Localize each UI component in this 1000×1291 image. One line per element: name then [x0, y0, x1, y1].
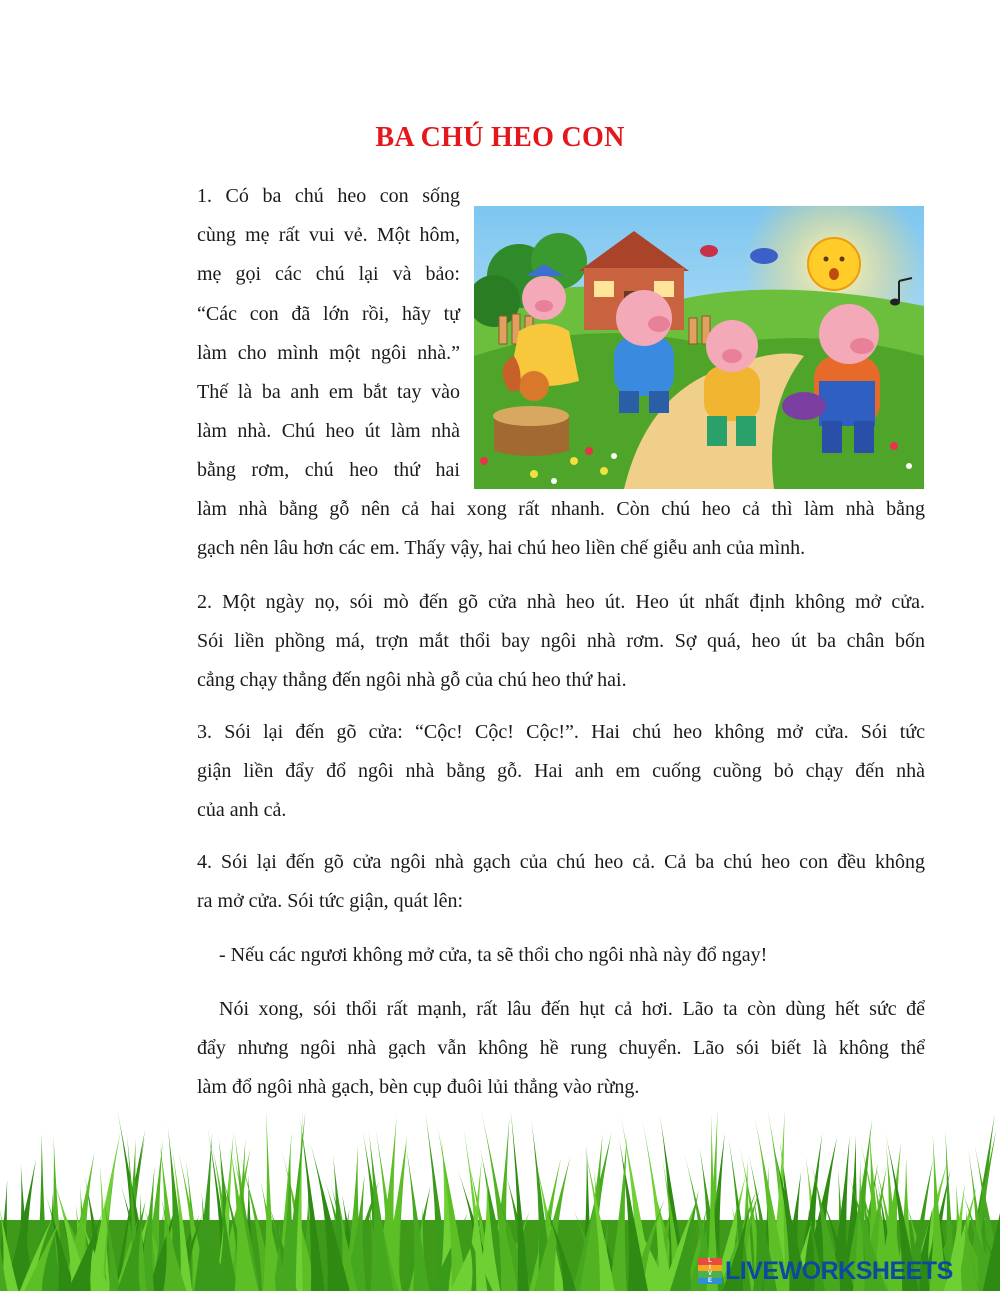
logo-badge-letter: I — [698, 1265, 722, 1272]
logo-badge-letter: E — [698, 1278, 722, 1285]
logo-badge-icon — [698, 1258, 722, 1284]
paragraph-3 — [197, 713, 925, 830]
text-line: 3. Sói lại đến gõ cửa: “Cộc! Cộc! Cộc!”. Hai chú heo không mở cửa. Sói tức — [197, 721, 925, 743]
logo-badge-letter: L — [698, 1258, 722, 1265]
text-line: Thế là ba anh em bắt tay vào — [197, 381, 460, 404]
text-line: 1. Có ba chú heo con sống — [197, 185, 460, 207]
logo-badge-letter: V — [698, 1271, 722, 1278]
text-line: mẹ gọi các chú lại và bảo: — [197, 263, 460, 286]
text-line: Sói liền phồng má, trợn mắt thổi bay ngôi nhà rơm. Sợ quá, heo út ba chân bốn — [197, 630, 925, 652]
paragraph-1-continued — [197, 490, 925, 568]
paragraph-4 — [197, 843, 925, 921]
text-line: 4. Sói lại đến gõ cửa ngôi nhà gạch của chú heo cả. Cả ba chú heo con đều không — [197, 851, 925, 873]
text-line: làm đổ ngôi nhà gạch, bèn cụp đuôi lủi thẳng vào rừng. — [197, 1076, 640, 1098]
three-little-pigs-illustration — [474, 206, 924, 489]
liveworksheets-logo — [698, 1256, 953, 1286]
logo-text: LIVEWORKSHEETS — [725, 1256, 953, 1285]
text-line: làm nhà. Chú heo út làm nhà — [197, 420, 460, 443]
text-line: giận liền đẩy đổ ngôi nhà bằng gỗ. Hai anh em cuống cuồng bỏ chạy đến nhà — [197, 760, 925, 782]
text-line: cẳng chạy thẳng đến ngôi nhà gỗ của chú heo thứ hai. — [197, 669, 627, 691]
text-line: Nói xong, sói thổi rất mạnh, rất lâu đến hụt cả hơi. Lão ta còn dùng hết sức để — [219, 998, 925, 1020]
text-line: làm cho mình một ngôi nhà.” — [197, 341, 460, 364]
text-line: “Các con đã lớn rồi, hãy tự — [197, 302, 460, 325]
sun-face — [808, 238, 860, 290]
dialogue-line: - Nếu các ngươi không mở cửa, ta sẽ thổi cho ngôi nhà này đổ ngay! — [219, 944, 768, 966]
pig-1 — [614, 290, 674, 413]
text-line: làm nhà bằng gỗ nên cả hai xong rất nhanh. Còn chú heo cả thì làm nhà bằng — [197, 498, 925, 520]
paragraph-1-wrapped — [197, 177, 460, 491]
text-line: cùng mẹ rất vui vẻ. Một hôm, — [197, 224, 460, 247]
page-title: BA CHÚ HEO CON — [375, 122, 625, 153]
text-line: của anh cả. — [197, 799, 287, 821]
text-line: gạch nên lâu hơn các em. Thấy vậy, hai chú heo liền chế giễu anh của mình. — [197, 537, 806, 559]
text-line: đẩy nhưng ngôi nhà gạch vẫn không hề rung chuyển. Lão sói biết là không thể — [197, 1037, 925, 1059]
text-line: bằng rơm, chú heo thứ hai — [197, 459, 460, 482]
squirrel — [519, 371, 549, 401]
paragraph-5 — [197, 990, 925, 1107]
paragraph-2 — [197, 583, 925, 700]
grass-blade — [263, 1111, 275, 1291]
text-line: 2. Một ngày nọ, sói mò đến gõ cửa nhà heo út. Heo út nhất định không mở cửa. — [197, 591, 925, 613]
text-line: ra mở cửa. Sói tức giận, quát lên: — [197, 890, 464, 912]
